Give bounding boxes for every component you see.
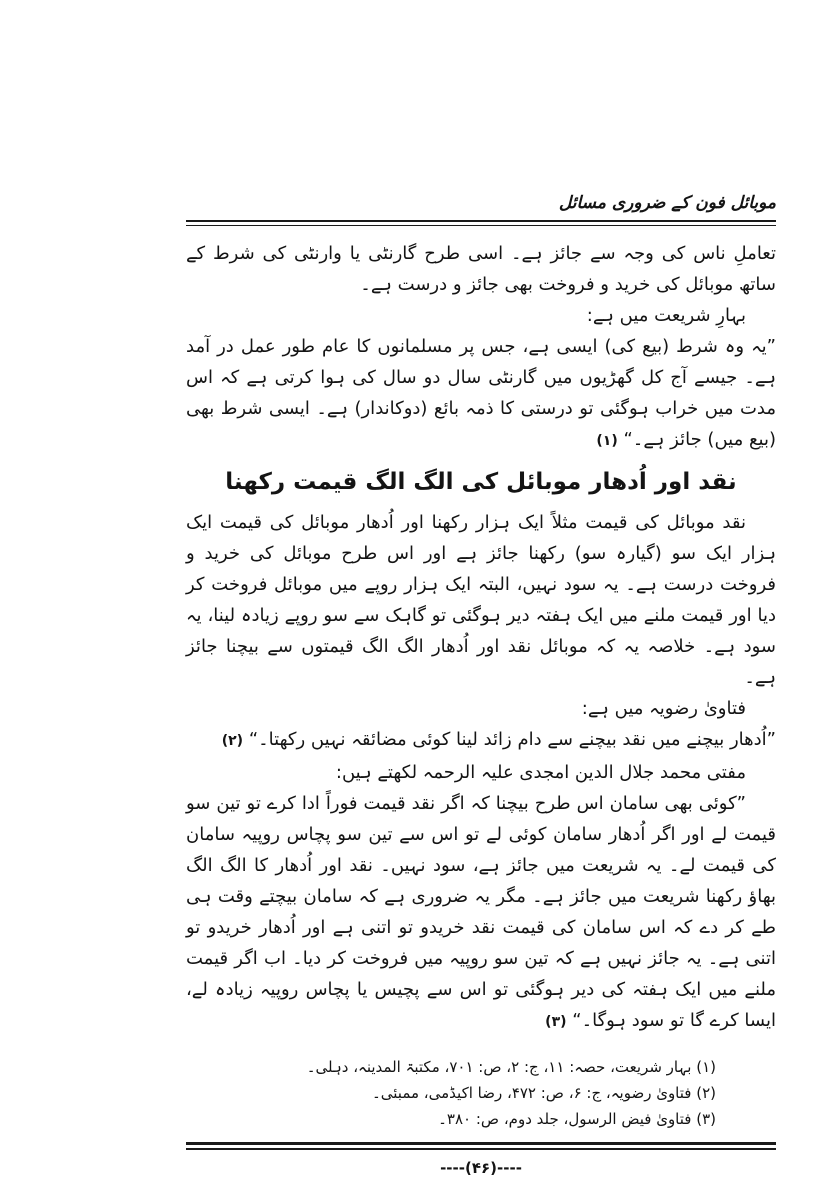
quote-1-text: ”یہ وہ شرط (بیع کی) ایسی ہے، جس پر مسلمانوں کا عام طور عمل در آمد ہے۔ جیسے آج کل گھڑیوں میں گارنٹی سال دو سال کی ہوا کرتی ہے کہ اس مدت میں خراب ہوگئی تو درستی کا ذمہ بائع (دوکاندار) ہے۔ ایسی شرط بھی (بیع میں) جائز ہے۔“ bbox=[186, 336, 776, 450]
page-content bbox=[186, 192, 776, 1177]
line-bahar-shariat: بہارِ شریعت میں ہے: bbox=[586, 305, 746, 326]
header-double-rule bbox=[186, 220, 776, 226]
body-text-block-1 bbox=[186, 238, 776, 457]
footnote-ref-3: (۳) bbox=[545, 1014, 567, 1030]
footnote-ref-2: (۲) bbox=[221, 733, 244, 749]
footnote-line-2: (۲) فتاویٰ رضویہ، ج: ۶، ص: ۴۷۲، رضا اکیڈمی، ممبئی۔ bbox=[371, 1084, 716, 1102]
page-number: ----(۴۶)---- bbox=[440, 1159, 522, 1177]
paragraph-intro: تعاملِ ناس کی وجہ سے جائز ہے۔ اسی طرح گارنٹی یا وارنٹی کی شرط کے ساتھ موبائل کی خرید و فروخت بھی جائز و درست ہے۔ bbox=[186, 243, 776, 295]
quote-3-text: ”کوئی بھی سامان اس طرح بیچنا کہ اگر نقد قیمت فوراً ادا کرے تو تین سو قیمت لے اور اگر اُدھار سامان کوئی لے تو اس سے تین سو پچاس روپیہ سامان کی قیمت لے۔ یہ شریعت میں جائز ہے، سود نہیں۔ نقد اور اُدھار کا الگ الگ بھاؤ رکھنا شریعت میں جائز ہے۔ مگر یہ ضروری ہے کہ سامان بیچتے وقت ہی طے کر دے کہ اس سامان کی قیمت نقد خریدو تو اتنی ہے اور اُدھار خریدو تو اتنی ہے۔ یہ جائز نہیں ہے کہ تین سو روپیہ میں فروخت کر دیا۔ اب اگر قیمت ملنے میں ایک ہفتہ کی دیر ہوگئی تو اس سے پچیس یا پچاس روپیہ زیادہ لے، ایسا کرے گا تو سود ہوگا۔“ bbox=[186, 793, 776, 1031]
body-text-block-2 bbox=[186, 507, 776, 1038]
line-fatawa-razawiyya: فتاویٰ رضویہ میں ہے: bbox=[581, 698, 746, 719]
line-mufti-attribution: مفتی محمد جلال الدین امجدی علیہ الرحمہ لکھتے ہیں: bbox=[335, 762, 746, 783]
running-header: موبائل فون کے ضروری مسائل bbox=[558, 193, 776, 213]
quote-paragraph-1 bbox=[186, 331, 776, 457]
quote-2-text: ”اُدھار بیچنے میں نقد بیچنے سے دام زائد لینا کوئی مضائقہ نہیں رکھتا۔“ bbox=[248, 729, 776, 750]
footer-double-rule bbox=[186, 1142, 776, 1150]
section-heading: نقد اور اُدھار موبائل کی الگ الگ قیمت رکھنا bbox=[225, 469, 737, 495]
footnote-ref-1: (۱) bbox=[596, 433, 618, 449]
quote-paragraph-3 bbox=[186, 788, 776, 1038]
quote-paragraph-2 bbox=[186, 724, 776, 757]
footnote-line-1: (۱) بہار شریعت، حصہ: ۱۱، ج: ۲، ص: ۷۰۱، مکتبۃ المدینہ، دہلی۔ bbox=[306, 1058, 716, 1076]
paragraph-naqd-udhaar: نقد موبائل کی قیمت مثلاً ایک ہزار رکھنا اور اُدھار موبائل کی قیمت ایک ہزار ایک سو (گیارہ سو) رکھنا جائز ہے اور اس طرح موبائل کی خرید و فروخت درست ہے۔ یہ سود نہیں، البتہ ایک ہزار روپے میں موبائل فروخت کر دیا اور قیمت ملنے میں ایک ہفتہ دیر ہوگئی تو گاہک سے سو روپے زیادہ لینا، یہ سود ہے۔ خلاصہ یہ کہ موبائل نقد اور اُدھار الگ الگ قیمتوں سے بیچنا جائز ہے۔ bbox=[186, 512, 776, 688]
footnotes-block bbox=[186, 1054, 776, 1132]
footnote-line-3: (۳) فتاویٰ فیض الرسول، جلد دوم، ص: ۳۸۰۔ bbox=[438, 1110, 716, 1128]
